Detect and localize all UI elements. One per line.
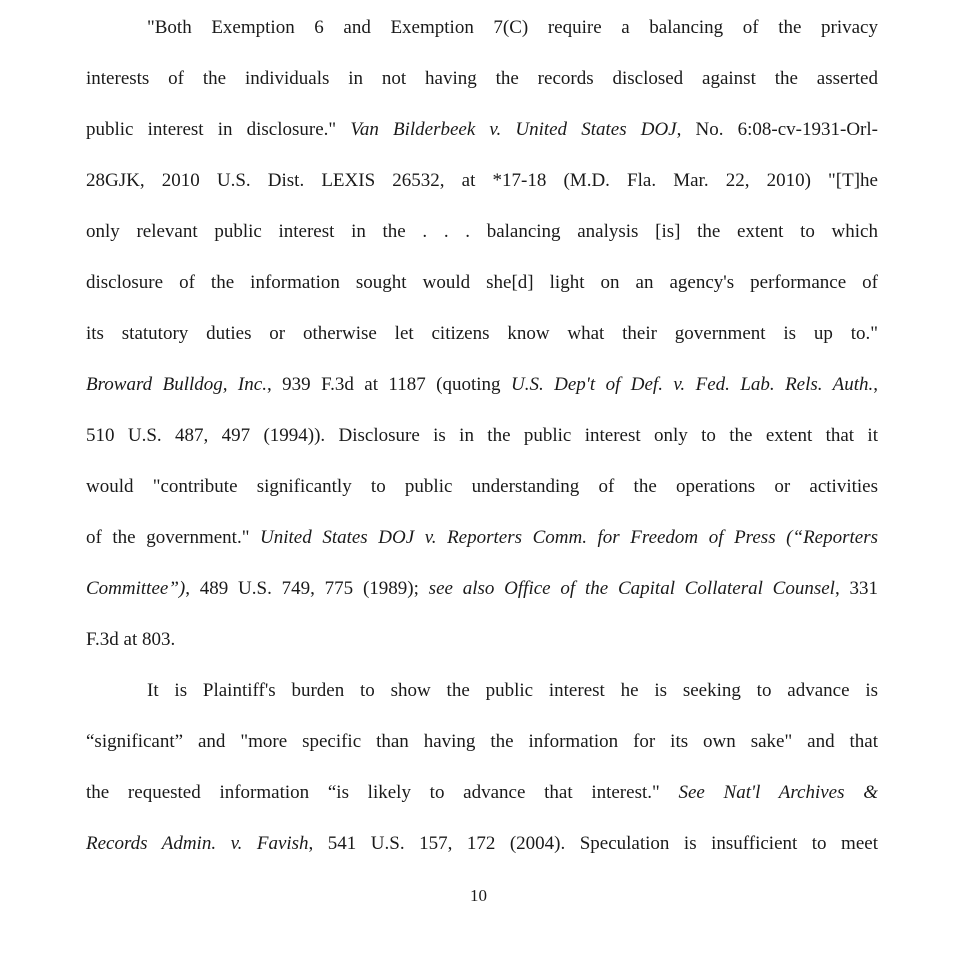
text-line: Broward Bulldog, Inc., 939 F.3d at 1187 (quoting U.S. Dep't of Def. v. Fed. Lab. Rels. Auth., [86, 374, 878, 395]
text-line: “significant” and "more specific than having the information for its own sake" and that [86, 731, 878, 752]
text-line: would "contribute significantly to public understanding of the operations or activities [86, 476, 878, 497]
text-line: of the government." United States DOJ v. Reporters Comm. for Freedom of Press (“Reporters [86, 527, 878, 548]
text-line: F.3d at 803. [86, 629, 176, 650]
case-citation: Committee”) [86, 578, 186, 599]
text-line: its statutory duties or otherwise let citizens know what their government is up to." [86, 323, 878, 344]
case-citation: See Nat'l Archives & [678, 782, 878, 803]
text-line: the requested information “is likely to advance that interest." See Nat'l Archives & [86, 782, 878, 803]
text-line: 28GJK, 2010 U.S. Dist. LEXIS 26532, at *17-18 (M.D. Fla. Mar. 22, 2010) "[T]he [86, 170, 878, 191]
case-citation: U.S. Dep't of Def. v. Fed. Lab. Rels. Auth. [510, 374, 874, 395]
text-line: It is Plaintiff's burden to show the public interest he is seeking to advance is [147, 680, 878, 701]
text-line: only relevant public interest in the . . . balancing analysis [is] the extent to which [86, 221, 878, 242]
text-line: 510 U.S. 487, 497 (1994)). Disclosure is in the public interest only to the extent that it [86, 425, 878, 446]
text-line: "Both Exemption 6 and Exemption 7(C) require a balancing of the privacy [147, 17, 878, 38]
case-citation: United States DOJ v. Reporters Comm. for Freedom of Press (“Reporters [260, 527, 878, 548]
text-line: interests of the individuals in not having the records disclosed against the asserted [86, 68, 878, 89]
text-line: Records Admin. v. Favish, 541 U.S. 157, 172 (2004). Speculation is insufficient to meet [86, 833, 878, 854]
text-line: disclosure of the information sought would she[d] light on an agency's performance of [86, 272, 878, 293]
case-citation: Records Admin. v. Favish [86, 833, 309, 854]
case-citation: see also Office of the Capital Collateral Counsel [428, 578, 835, 599]
page-number: 10 [470, 886, 487, 905]
text-line: Committee”), 489 U.S. 749, 775 (1989); see also Office of the Capital Collateral Counsel, 331 [86, 578, 878, 599]
case-citation: Van Bilderbeek v. United States DOJ [350, 119, 677, 140]
text-line: public interest in disclosure." Van Bilderbeek v. United States DOJ, No. 6:08-cv-1931-Orl- [86, 119, 878, 140]
case-citation: Broward Bulldog, Inc. [86, 374, 267, 395]
